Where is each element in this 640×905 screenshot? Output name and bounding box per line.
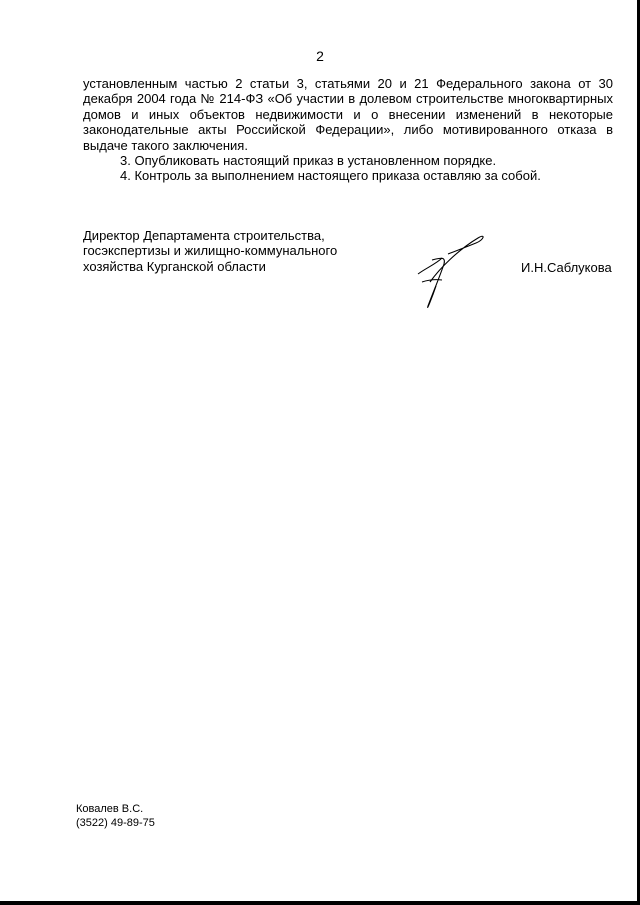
signatory-position <box>83 228 337 274</box>
scan-edge-bottom <box>0 901 640 905</box>
position-line-3: хозяйства Курганской области <box>83 258 266 274</box>
executor-info <box>76 802 155 830</box>
page-number: 2 <box>316 48 324 64</box>
document-body <box>83 76 613 184</box>
executor-name: Ковалев В.С. <box>76 803 144 815</box>
executor-phone: (3522) 49-89-75 <box>76 817 155 829</box>
continuation-paragraph: установленным частью 2 статьи 3, статьями 20 и 21 Федерального закона от 30 декабря 2004 года № 214-ФЗ «Об участии в долевом строительстве многоквартирных домов и иных объектов недвижимости и о внесении изменений в некоторые законодательные акты Российской Федерации», либо мотивированного отказа в выдаче такого заключения. <box>83 76 613 153</box>
signer-name: И.Н.Саблукова <box>521 260 612 275</box>
position-line-2: госэкспертизы и жилищно-коммунального <box>83 243 338 259</box>
item-3: 3. Опубликовать настоящий приказ в установленном порядке. <box>120 153 497 169</box>
item-4: 4. Контроль за выполнением настоящего приказа оставляю за собой. <box>120 168 541 184</box>
handwritten-signature-icon <box>410 224 500 314</box>
position-line-1: Директор Департамента строительства, <box>83 228 325 243</box>
